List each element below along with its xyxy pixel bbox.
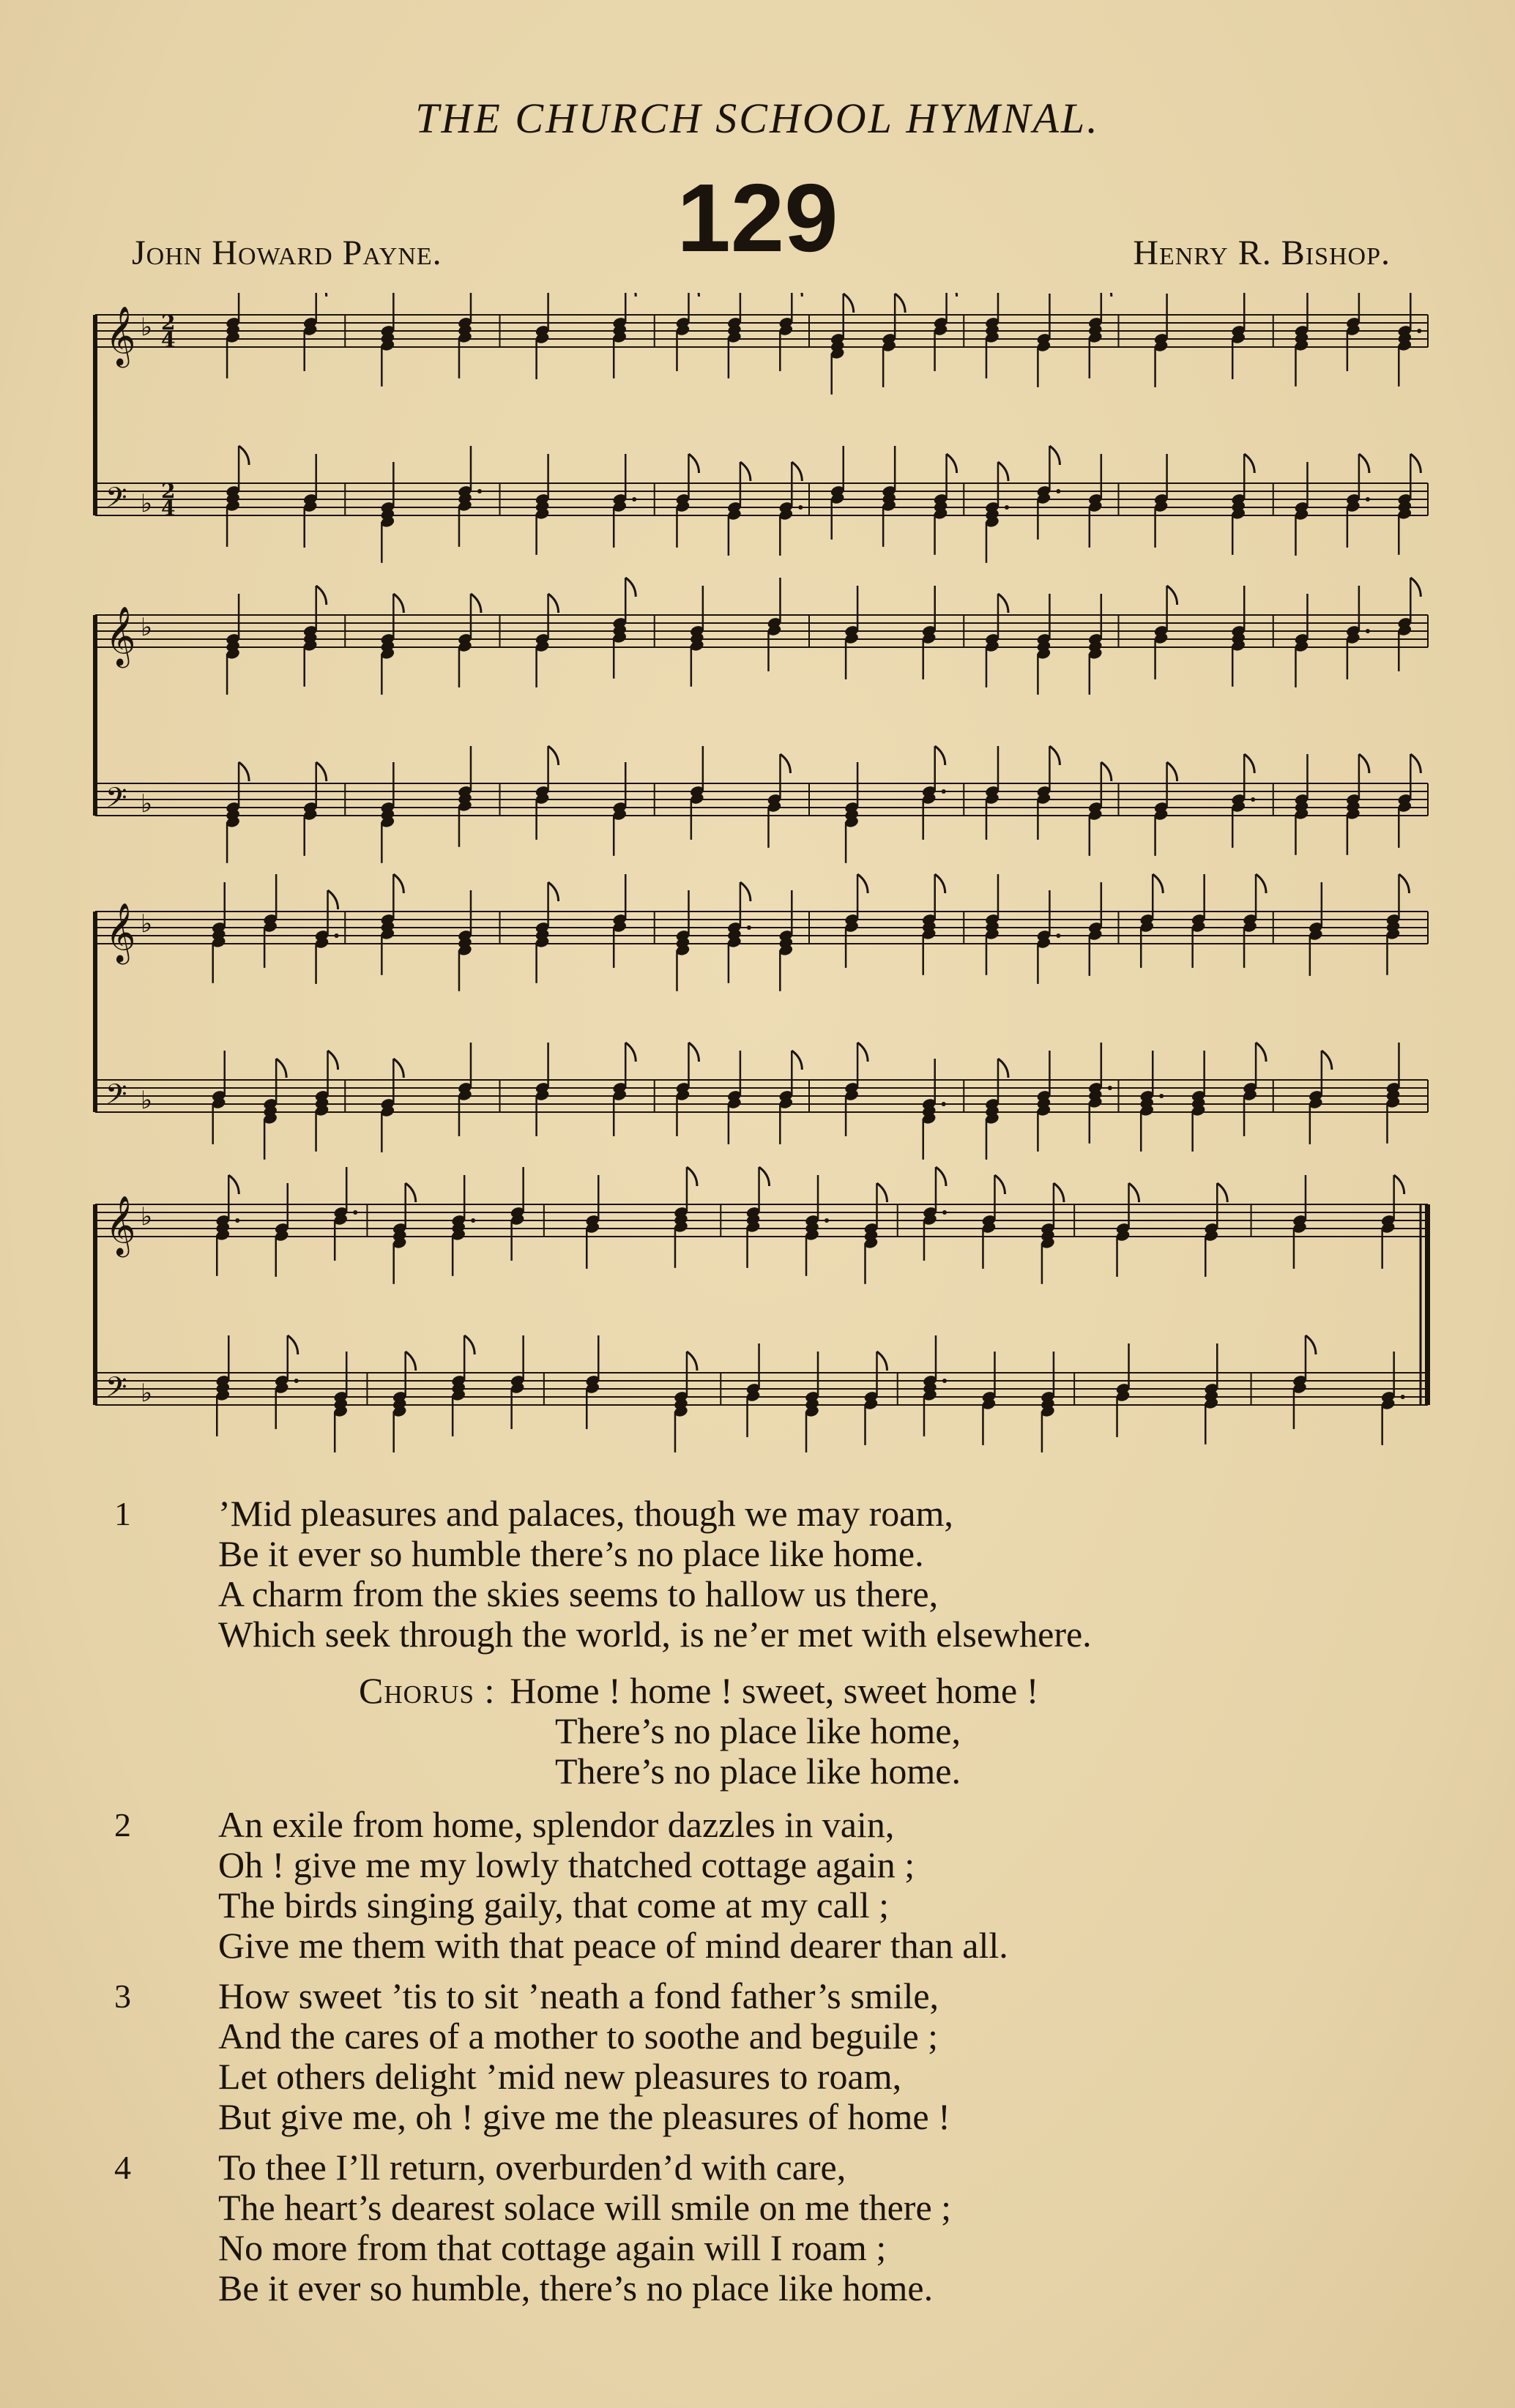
note-flag xyxy=(935,746,945,765)
note-flag xyxy=(1359,754,1369,773)
note-flag xyxy=(688,293,699,297)
treble-clef-icon: 𝄞 xyxy=(105,305,136,365)
verse-number: 1 xyxy=(114,1495,131,1532)
note-flag xyxy=(994,1175,1005,1194)
note-flag xyxy=(688,1043,699,1062)
note-flag xyxy=(780,754,790,773)
verse-1 xyxy=(114,1493,1435,1655)
verse-line: No more from that cottage again will I roam ; xyxy=(218,2227,887,2268)
note-dot xyxy=(1366,629,1370,633)
treble-clef-icon: 𝄞 xyxy=(105,605,136,666)
music-score-svg xyxy=(81,293,1443,1479)
key-signature-flat-icon: ♭ xyxy=(141,1379,153,1408)
note-flag xyxy=(1101,762,1112,781)
note-flag xyxy=(393,1059,403,1078)
note-flag xyxy=(1359,454,1369,473)
note-flag xyxy=(328,1051,338,1070)
treble-clef-icon: 𝄞 xyxy=(105,902,136,962)
note-flag xyxy=(625,578,636,597)
note-flag xyxy=(998,462,1008,481)
note-dot xyxy=(1417,329,1421,333)
chorus-label: Chorus : xyxy=(359,1670,496,1711)
chorus-text: Home ! home ! sweet, sweet home ! xyxy=(510,1670,1039,1711)
note-dot xyxy=(942,1210,947,1215)
note-dot xyxy=(1366,497,1370,502)
note-flag xyxy=(1049,446,1060,465)
note-dot xyxy=(1401,1395,1405,1399)
note-flag xyxy=(471,594,481,613)
verse-line: Which seek through the world, is ne’er met with elsewhere. xyxy=(218,1614,1092,1655)
lyricist-credit: John Howard Payne. xyxy=(132,234,442,272)
note-flag xyxy=(1129,1183,1139,1202)
verse-line: ’Mid pleasures and palaces, though we may roam, xyxy=(218,1493,953,1534)
note-flag xyxy=(393,874,403,893)
note-dot xyxy=(942,789,946,794)
note-flag xyxy=(935,874,945,893)
note-flag xyxy=(740,462,751,481)
verse-2 xyxy=(114,1804,1435,1966)
note-flag xyxy=(1410,754,1421,773)
note-dot xyxy=(1159,1094,1164,1098)
note-flag xyxy=(228,1175,239,1194)
verse-number: 4 xyxy=(114,2149,131,2186)
note-flag xyxy=(316,762,327,781)
note-dot xyxy=(1108,1086,1112,1090)
key-signature-flat-icon: ♭ xyxy=(141,909,153,939)
note-flag xyxy=(688,454,699,473)
note-flag xyxy=(857,874,868,893)
note-flag xyxy=(1167,762,1177,781)
note-flag xyxy=(792,293,802,297)
note-flag xyxy=(947,293,957,297)
note-flag xyxy=(1153,874,1163,893)
verse-line: And the cares of a mother to soothe and beguile ; xyxy=(218,2016,939,2057)
verse-line: Give me them with that peace of mind dearer than all. xyxy=(218,1925,1008,1966)
music-score xyxy=(81,293,1443,1479)
note-flag xyxy=(548,882,559,901)
note-flag xyxy=(328,890,338,909)
final-bar-line xyxy=(1425,1204,1430,1405)
note-flag xyxy=(625,1043,636,1062)
note-dot xyxy=(294,1379,299,1383)
note-flag xyxy=(998,594,1008,613)
note-flag xyxy=(1256,1043,1266,1062)
note-dot xyxy=(353,1210,357,1215)
note-flag xyxy=(857,1043,868,1062)
key-signature-flat-icon: ♭ xyxy=(141,613,153,642)
time-signature-top: 2 xyxy=(161,310,176,335)
note-flag xyxy=(998,1059,1008,1078)
note-dot xyxy=(1056,933,1060,938)
note-flag xyxy=(548,746,559,765)
treble-clef-icon: 𝄞 xyxy=(105,1195,136,1255)
bass-clef-icon: 𝄢 xyxy=(105,781,127,821)
note-dot xyxy=(632,497,636,502)
key-signature-flat-icon: ♭ xyxy=(141,789,153,819)
note-flag xyxy=(316,586,327,605)
note-flag xyxy=(895,294,905,313)
note-dot xyxy=(824,1218,829,1223)
verse-number: 2 xyxy=(114,1806,131,1844)
note-dot xyxy=(335,933,339,938)
note-flag xyxy=(406,1352,416,1371)
note-flag xyxy=(687,1352,697,1371)
note-flag xyxy=(276,1059,286,1078)
note-flag xyxy=(936,1167,946,1186)
chorus-line-1 xyxy=(359,1671,1435,1711)
verse-line: The heart’s dearest solace will smile on me there ; xyxy=(218,2187,952,2228)
verse-line: Oh ! give me my lowly thatched cottage again ; xyxy=(218,1844,915,1885)
note-flag xyxy=(239,446,249,465)
note-dot xyxy=(798,505,803,510)
key-signature-flat-icon: ♭ xyxy=(141,1086,153,1115)
note-flag xyxy=(393,594,403,613)
note-flag xyxy=(1101,293,1112,297)
note-flag xyxy=(548,594,559,613)
time-signature-bottom: 4 xyxy=(161,496,176,521)
note-flag xyxy=(239,762,249,781)
note-dot xyxy=(471,1218,475,1223)
note-flag xyxy=(1410,454,1421,473)
note-flag xyxy=(792,1051,802,1070)
note-dot xyxy=(1056,489,1060,493)
verse-line: The birds singing gaily, that come at my call ; xyxy=(218,1885,889,1926)
time-signature-bottom: 4 xyxy=(161,328,176,352)
key-signature-flat-icon: ♭ xyxy=(141,1202,153,1231)
note-flag xyxy=(1049,746,1060,765)
note-flag xyxy=(1306,1335,1316,1354)
chorus-line: There’s no place like home. xyxy=(555,1751,961,1792)
note-flag xyxy=(1394,1175,1404,1194)
note-flag xyxy=(687,1167,697,1186)
verse-number: 3 xyxy=(114,1978,131,2015)
note-dot xyxy=(1251,797,1255,802)
verse-4 xyxy=(114,2147,1435,2308)
note-flag xyxy=(877,1352,887,1371)
verse-line: A charm from the skies seems to hallow us there, xyxy=(218,1573,939,1614)
chorus xyxy=(359,1671,1435,1792)
note-dot xyxy=(747,925,751,930)
time-signature-top: 2 xyxy=(161,479,176,503)
note-dot xyxy=(1005,505,1009,510)
note-flag xyxy=(288,1335,298,1354)
bass-clef-icon: 𝄢 xyxy=(105,1371,127,1410)
note-flag xyxy=(1322,1051,1332,1070)
note-dot xyxy=(477,489,482,493)
key-signature-flat-icon: ♭ xyxy=(141,313,153,342)
hymn-number: 129 xyxy=(677,164,838,272)
composer-credit: Henry R. Bishop. xyxy=(1133,234,1391,272)
note-flag xyxy=(740,882,751,901)
bass-clef-icon: 𝄢 xyxy=(105,1078,127,1117)
note-flag xyxy=(406,1183,416,1202)
note-flag xyxy=(1410,578,1421,597)
note-flag xyxy=(759,1167,770,1186)
note-flag xyxy=(1256,874,1266,893)
note-flag xyxy=(877,1183,887,1202)
verse-line: An exile from home, splendor dazzles in vain, xyxy=(218,1804,895,1845)
verse-line: Be it ever so humble, there’s no place like home. xyxy=(218,2267,934,2308)
note-dot xyxy=(235,1218,239,1223)
note-dot xyxy=(942,1102,946,1106)
note-flag xyxy=(625,293,636,297)
running-head: THE CHURCH SCHOOL HYMNAL. xyxy=(415,94,1100,142)
note-flag xyxy=(844,294,854,313)
verse-line: How sweet ’tis to sit ’neath a fond father’s smile, xyxy=(218,1975,939,2016)
chorus-line: There’s no place like home, xyxy=(555,1710,961,1751)
note-flag xyxy=(1167,586,1177,605)
note-flag xyxy=(464,1335,474,1354)
bass-clef-icon: 𝄢 xyxy=(105,481,127,521)
note-flag xyxy=(1217,1183,1227,1202)
note-flag xyxy=(316,293,327,297)
verses xyxy=(114,1493,1435,2319)
note-flag xyxy=(1399,874,1409,893)
key-signature-flat-icon: ♭ xyxy=(141,489,153,518)
note-dot xyxy=(942,1379,947,1383)
verse-line: To thee I’ll return, overburden’d with care, xyxy=(218,2147,846,2188)
verse-line: But give me, oh ! give me the pleasures of home ! xyxy=(218,2096,950,2137)
verse-3 xyxy=(114,1975,1435,2137)
note-flag xyxy=(1054,1183,1064,1202)
verse-line: Let others delight ’mid new pleasures to roam, xyxy=(218,2056,902,2097)
note-flag xyxy=(1244,454,1254,473)
note-flag xyxy=(1244,754,1254,773)
note-flag xyxy=(947,454,957,473)
verse-line: Be it ever so humble there’s no place like home. xyxy=(218,1533,924,1574)
note-flag xyxy=(792,462,802,481)
